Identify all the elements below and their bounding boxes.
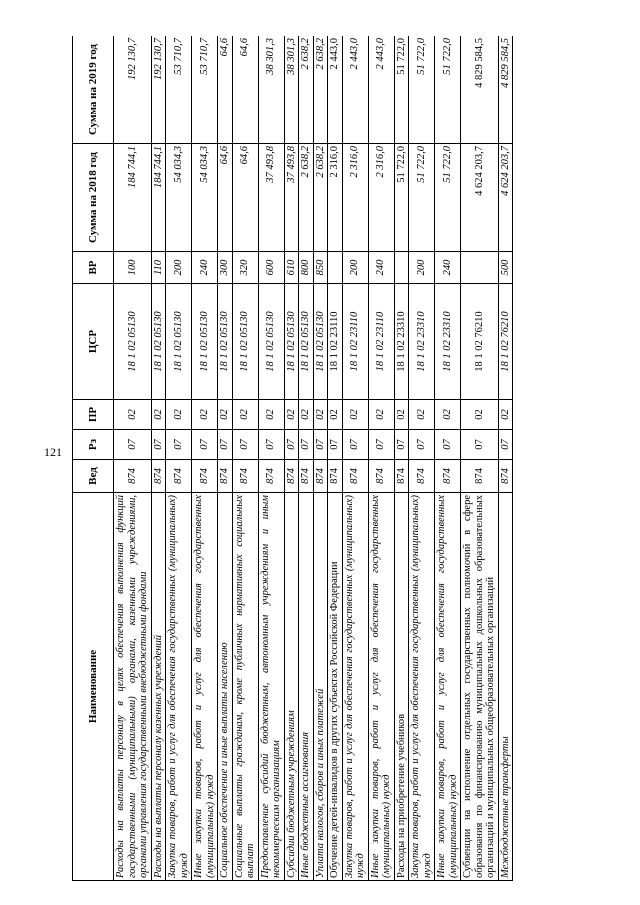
table-row: [328, 36, 343, 881]
row-ved: 874: [299, 460, 314, 493]
row-ved: 874: [218, 460, 233, 493]
row-rz: 07: [313, 430, 328, 460]
row-pr: 02: [435, 400, 461, 430]
row-ved: 874: [394, 460, 409, 493]
row-vr: 110: [151, 252, 166, 284]
row-pr: 02: [328, 400, 343, 430]
row-name: Субсидии бюджетным учреждениям: [284, 493, 299, 881]
table-row: [299, 36, 314, 881]
budget-table-container: [72, 36, 592, 881]
row-sum-2019: 38 301,3: [258, 36, 284, 144]
row-sum-2019: 2 638,2: [313, 36, 328, 144]
row-pr: 02: [218, 400, 233, 430]
row-sum-2019: 2 443,0: [368, 36, 394, 144]
row-name: Социальное обеспечение и иные выплаты населению: [218, 493, 233, 881]
row-sum-2018: 2 316,0: [342, 144, 368, 252]
row-ved: 874: [328, 460, 343, 493]
row-csr: 18 1 02 05130: [284, 284, 299, 400]
table-row: [151, 36, 166, 881]
row-sum-2019: 2 443,0: [342, 36, 368, 144]
row-name: Межбюджетные трансферты: [498, 493, 513, 881]
row-sum-2019: 2 443,0: [328, 36, 343, 144]
row-rz: 07: [498, 430, 513, 460]
row-rz: 07: [258, 430, 284, 460]
row-sum-2018: 2 316,0: [368, 144, 394, 252]
row-name: Субвенции на исполнение отдельных государственных полномочий в сфере образования по финансированию муниципальных дошкольных образовательных организаций и муниципальных общеобразовательных организаций: [461, 493, 499, 881]
table-row: [394, 36, 409, 881]
row-rz: 07: [284, 430, 299, 460]
row-rz: 07: [114, 430, 152, 460]
row-csr: 18 1 02 05130: [299, 284, 314, 400]
row-sum-2019: 38 301,3: [284, 36, 299, 144]
row-pr: 02: [258, 400, 284, 430]
row-vr: 240: [435, 252, 461, 284]
row-sum-2018: 37 493,8: [284, 144, 299, 252]
row-pr: 02: [498, 400, 513, 430]
row-name: Расходы на приобретение учебников: [394, 493, 409, 881]
row-vr: 240: [368, 252, 394, 284]
row-ved: 874: [232, 460, 258, 493]
row-sum-2018: 64,6: [232, 144, 258, 252]
row-vr: 300: [218, 252, 233, 284]
row-ved: 874: [313, 460, 328, 493]
row-sum-2018: 51 722,0: [435, 144, 461, 252]
row-sum-2019: 53 710,7: [166, 36, 192, 144]
row-name: Предоставление субсидий бюджетным, автономным учреждениям и иным некоммерческим организациям: [258, 493, 284, 881]
row-name: Иные закупки товаров, работ и услуг для обеспечения государственных (муниципальных) нужд: [368, 493, 394, 881]
row-ved: 874: [342, 460, 368, 493]
row-pr: 02: [299, 400, 314, 430]
row-name: Расходы на выплаты персоналу казенных учреждений: [151, 493, 166, 881]
row-name: Социальные выплаты гражданам, кроме публичных нормативных социальных выплат: [232, 493, 258, 881]
row-sum-2019: 4 829 584,5: [461, 36, 499, 144]
row-ved: 874: [409, 460, 435, 493]
row-sum-2019: 51 722,0: [409, 36, 435, 144]
row-ved: 874: [368, 460, 394, 493]
row-sum-2018: 2 316,0: [328, 144, 343, 252]
table-header-row: [73, 36, 114, 881]
row-sum-2018: 184 744,1: [114, 144, 152, 252]
row-csr: 18 1 02 05130: [192, 284, 218, 400]
row-sum-2018: 4 624 203,7: [461, 144, 499, 252]
row-name: Иные закупки товаров, работ и услуг для обеспечения государственных (муниципальных) нужд: [192, 493, 218, 881]
row-name: Иные бюджетные ассигнования: [299, 493, 314, 881]
row-rz: 07: [299, 430, 314, 460]
row-ved: 874: [114, 460, 152, 493]
header-csr: ЦСР: [73, 284, 114, 400]
header-ved: Вед: [73, 460, 114, 493]
table-row: [409, 36, 435, 881]
row-rz: 07: [166, 430, 192, 460]
row-rz: 07: [409, 430, 435, 460]
row-csr: 18 1 02 23110: [328, 284, 343, 400]
row-pr: 02: [313, 400, 328, 430]
row-vr: 240: [192, 252, 218, 284]
row-sum-2019: 51 722,0: [394, 36, 409, 144]
row-csr: 18 1 02 05130: [258, 284, 284, 400]
table-row: [284, 36, 299, 881]
table-row: [461, 36, 499, 881]
row-pr: 02: [342, 400, 368, 430]
row-sum-2018: 54 034,3: [166, 144, 192, 252]
row-sum-2018: 4 624 203,7: [498, 144, 513, 252]
row-sum-2018: 184 744,1: [151, 144, 166, 252]
header-name: Наименование: [73, 493, 114, 881]
row-pr: 02: [368, 400, 394, 430]
row-name: Обучение детей-инвалидов в других субъектах Российской Федерации: [328, 493, 343, 881]
row-csr: 18 1 02 23110: [368, 284, 394, 400]
row-sum-2019: 4 829 584,5: [498, 36, 513, 144]
row-pr: 02: [114, 400, 152, 430]
row-rz: 07: [368, 430, 394, 460]
row-ved: 874: [284, 460, 299, 493]
row-vr: 100: [114, 252, 152, 284]
row-vr: 850: [313, 252, 328, 284]
row-sum-2019: 2 638,2: [299, 36, 314, 144]
row-sum-2018: 64,6: [218, 144, 233, 252]
rotated-table: [72, 36, 592, 881]
row-sum-2019: 53 710,7: [192, 36, 218, 144]
row-csr: 18 1 02 23310: [435, 284, 461, 400]
row-csr: 18 1 02 23110: [342, 284, 368, 400]
row-sum-2019: 51 722,0: [435, 36, 461, 144]
row-name: Закупка товаров, работ и услуг для обеспечения государственных (муниципальных) нужд: [342, 493, 368, 881]
table-row: [342, 36, 368, 881]
row-vr: 500: [498, 252, 513, 284]
row-pr: 02: [461, 400, 499, 430]
row-csr: 18 1 02 76210: [498, 284, 513, 400]
row-csr: 18 1 02 05130: [218, 284, 233, 400]
table-row: [114, 36, 152, 881]
row-sum-2018: 54 034,3: [192, 144, 218, 252]
table-row: [313, 36, 328, 881]
row-sum-2019: 64,6: [232, 36, 258, 144]
row-name: Иные закупки товаров, работ и услуг для обеспечения государственных (муниципальных) нужд: [435, 493, 461, 881]
row-ved: 874: [192, 460, 218, 493]
row-csr: 18 1 02 05130: [166, 284, 192, 400]
header-rz: Рз: [73, 430, 114, 460]
row-rz: 07: [342, 430, 368, 460]
row-name: Уплата налогов, сборов и иных платежей: [313, 493, 328, 881]
row-csr: 18 1 02 05130: [232, 284, 258, 400]
row-sum-2018: 2 638,2: [299, 144, 314, 252]
row-rz: 07: [218, 430, 233, 460]
row-pr: 02: [166, 400, 192, 430]
row-name: Закупка товаров, работ и услуг для обеспечения государственных (муниципальных) нужд: [409, 493, 435, 881]
row-csr: 18 1 02 05130: [313, 284, 328, 400]
row-ved: 874: [258, 460, 284, 493]
row-sum-2019: 64,6: [218, 36, 233, 144]
row-vr: 200: [342, 252, 368, 284]
header-sum-2018: Сумма на 2018 год: [73, 144, 114, 252]
row-sum-2019: 192 130,7: [114, 36, 152, 144]
row-name: Закупка товаров, работ и услуг для обеспечения государственных (муниципальных) нужд: [166, 493, 192, 881]
row-rz: 07: [192, 430, 218, 460]
row-pr: 02: [232, 400, 258, 430]
row-pr: 02: [394, 400, 409, 430]
table-row: [368, 36, 394, 881]
row-rz: 07: [232, 430, 258, 460]
row-vr: [328, 252, 343, 284]
header-vr: ВР: [73, 252, 114, 284]
table-row: [166, 36, 192, 881]
row-sum-2019: 192 130,7: [151, 36, 166, 144]
row-vr: 600: [258, 252, 284, 284]
table-row: [498, 36, 513, 881]
row-rz: 07: [328, 430, 343, 460]
row-csr: 18 1 02 05130: [114, 284, 152, 400]
row-rz: 07: [151, 430, 166, 460]
row-vr: 610: [284, 252, 299, 284]
header-sum-2019: Сумма на 2019 год: [73, 36, 114, 144]
row-pr: 02: [284, 400, 299, 430]
row-pr: 02: [192, 400, 218, 430]
row-csr: 18 1 02 76210: [461, 284, 499, 400]
row-rz: 07: [461, 430, 499, 460]
row-csr: 18 1 02 23310: [394, 284, 409, 400]
row-ved: 874: [435, 460, 461, 493]
row-name: Расходы на выплаты персоналу в целях обеспечения выполнения функций государственными (муниципальными) органами, казенными учреждениями, органами управления государственными внебюджетными фондами: [114, 493, 152, 881]
table-row: [435, 36, 461, 881]
row-pr: 02: [151, 400, 166, 430]
row-sum-2018: 2 638,2: [313, 144, 328, 252]
row-csr: 18 1 02 05130: [151, 284, 166, 400]
row-vr: [461, 252, 499, 284]
row-ved: 874: [151, 460, 166, 493]
table-row: [192, 36, 218, 881]
row-pr: 02: [409, 400, 435, 430]
header-pr: ПР: [73, 400, 114, 430]
table-row: [218, 36, 233, 881]
row-sum-2018: 51 722,0: [409, 144, 435, 252]
row-ved: 874: [166, 460, 192, 493]
table-row: [232, 36, 258, 881]
row-rz: 07: [394, 430, 409, 460]
row-vr: 200: [166, 252, 192, 284]
row-sum-2018: 37 493,8: [258, 144, 284, 252]
row-vr: 800: [299, 252, 314, 284]
row-ved: 874: [461, 460, 499, 493]
row-sum-2018: 51 722,0: [394, 144, 409, 252]
row-vr: [394, 252, 409, 284]
row-ved: 874: [498, 460, 513, 493]
row-vr: 200: [409, 252, 435, 284]
page-number: 121: [44, 445, 62, 459]
row-csr: 18 1 02 23310: [409, 284, 435, 400]
budget-table: [72, 36, 513, 881]
table-row: [258, 36, 284, 881]
row-rz: 07: [435, 430, 461, 460]
row-vr: 320: [232, 252, 258, 284]
